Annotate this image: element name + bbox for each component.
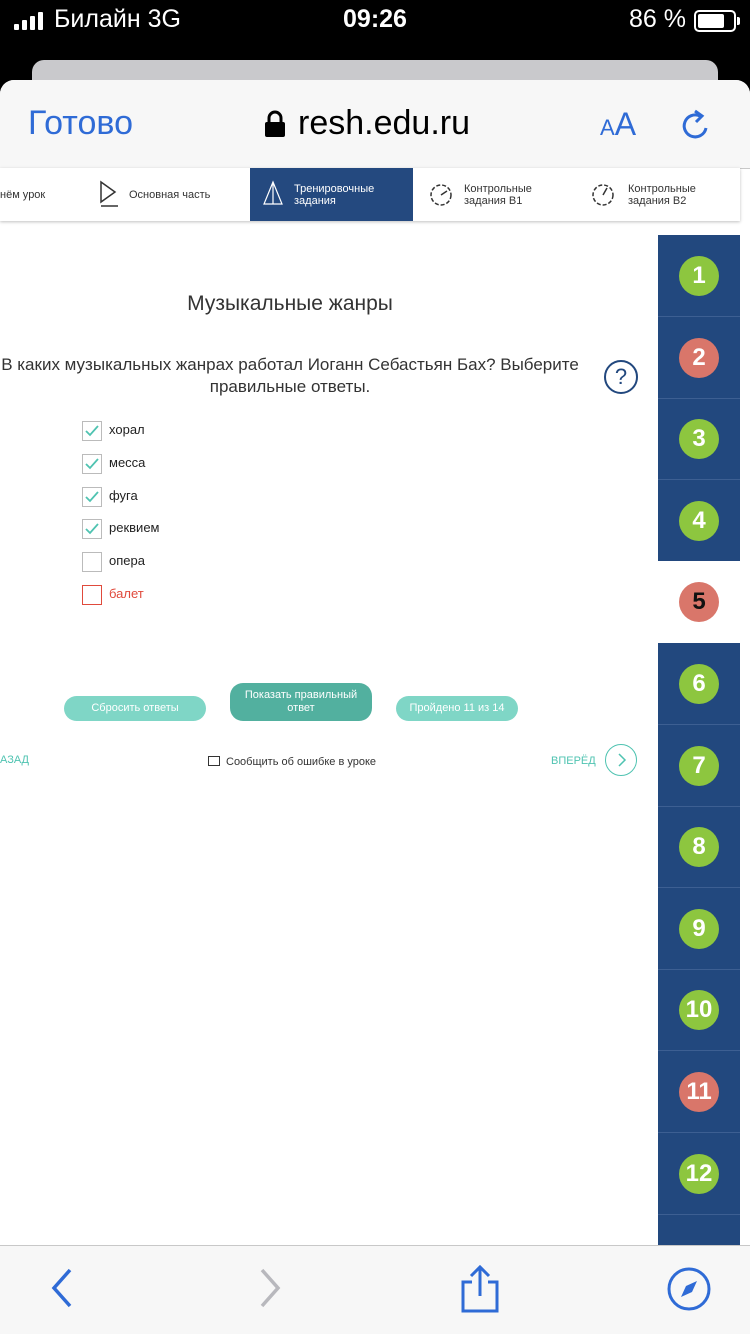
tab-label: Основная часть — [129, 188, 211, 201]
lock-icon — [264, 110, 286, 138]
help-button[interactable]: ? — [604, 360, 638, 394]
answer-label: реквием — [109, 520, 160, 536]
answer-checkbox[interactable] — [82, 487, 102, 507]
stopwatch-icon — [427, 180, 455, 208]
compass-icon[interactable] — [666, 1266, 712, 1312]
report-error-link[interactable] — [208, 755, 376, 768]
done-button[interactable]: Готово — [28, 104, 133, 142]
question-nav-item[interactable] — [658, 643, 740, 725]
tab-label: Контрольные задания В2 — [628, 182, 696, 207]
answer-checkbox[interactable] — [82, 585, 102, 605]
stopwatch-icon — [589, 180, 617, 208]
battery-percent: 86 % — [629, 5, 686, 33]
question-nav-item[interactable] — [658, 235, 740, 317]
tab-main-part[interactable] — [88, 168, 250, 221]
play-icon — [98, 180, 120, 208]
forward-arrow-icon[interactable] — [256, 1264, 286, 1312]
reset-answers-button[interactable]: Сбросить ответы — [64, 696, 206, 721]
tab-label: Контрольные задания В1 — [464, 182, 532, 207]
question-number-badge: 5 — [679, 582, 719, 622]
text-size-button[interactable] — [600, 106, 636, 143]
question-nav-item[interactable] — [658, 1051, 740, 1133]
carrier-label: Билайн 3G — [54, 5, 181, 33]
browser-header — [0, 80, 750, 169]
question-nav-item[interactable] — [658, 806, 740, 888]
checkmark-icon — [84, 522, 100, 536]
status-bar — [0, 0, 750, 44]
answer-label: балет — [109, 586, 144, 601]
report-label: Сообщить об ошибке в уроке — [226, 756, 377, 768]
text-size-small-label: A — [600, 115, 615, 140]
question-nav-item[interactable] — [658, 317, 740, 399]
question-number-badge: 11 — [679, 1072, 719, 1112]
question-number-badge: 8 — [679, 827, 719, 867]
tab-label: Тренировочные задания — [294, 182, 375, 207]
reload-icon[interactable] — [678, 108, 714, 144]
lesson-tabs — [0, 168, 740, 221]
question-number-badge: 9 — [679, 909, 719, 949]
answer-checkbox[interactable] — [82, 519, 102, 539]
browser-toolbar — [0, 1245, 750, 1334]
pyramid-icon — [262, 180, 284, 208]
tab-training[interactable] — [250, 168, 413, 221]
answer-label: опера — [109, 553, 145, 569]
question-number-badge: 6 — [679, 664, 719, 704]
share-icon[interactable] — [458, 1264, 502, 1314]
show-answer-button[interactable]: Показать правильный ответ — [230, 683, 372, 721]
question-nav-item[interactable] — [658, 725, 740, 807]
question-nav-item[interactable] — [658, 888, 740, 970]
question-navigator — [658, 235, 740, 1334]
question-number-badge: 1 — [679, 256, 719, 296]
question-nav-item[interactable] — [658, 480, 740, 562]
back-link[interactable]: АЗАД — [0, 754, 30, 766]
progress-badge: Пройдено 11 из 14 — [396, 696, 518, 721]
back-arrow-icon[interactable] — [46, 1264, 76, 1312]
checkmark-icon — [84, 490, 100, 504]
question-number-badge: 2 — [679, 338, 719, 378]
question-text: В каких музыкальных жанрах работал Иоганн Себастьян Бах? Выберите правильные ответы. — [1, 355, 579, 396]
question-number-badge: 10 — [679, 990, 719, 1030]
tab-label: нём урок — [0, 188, 46, 201]
forward-link[interactable]: ВПЕРЁД — [551, 755, 596, 767]
question-nav-item[interactable] — [658, 1133, 740, 1215]
answer-checkbox[interactable] — [82, 421, 102, 441]
checkmark-icon — [84, 457, 100, 471]
checkmark-icon — [84, 424, 100, 438]
answer-label: хорал — [109, 422, 145, 437]
question-number-badge: 3 — [679, 419, 719, 459]
tab-intro[interactable] — [0, 168, 88, 221]
question-nav-item[interactable] — [658, 561, 740, 643]
question-nav-item[interactable] — [658, 398, 740, 480]
tab-control-b1[interactable] — [413, 168, 577, 221]
question-number-badge: 12 — [679, 1154, 719, 1194]
battery-icon — [694, 10, 736, 32]
url-address[interactable]: resh.edu.ru — [298, 104, 470, 142]
answer-checkbox[interactable] — [82, 552, 102, 572]
answer-checkbox[interactable] — [82, 454, 102, 474]
question-number-badge: 7 — [679, 746, 719, 786]
clock: 09:26 — [343, 5, 407, 33]
question-number-badge: 4 — [679, 501, 719, 541]
task-title: Музыкальные жанры — [187, 292, 393, 315]
browser-sheet — [0, 80, 750, 1334]
answer-label: месса — [109, 454, 146, 470]
tab-control-b2[interactable] — [577, 168, 740, 221]
forward-arrow-icon[interactable] — [605, 744, 637, 776]
question-nav-item[interactable] — [658, 969, 740, 1051]
text-size-large-label: A — [614, 106, 637, 142]
mail-icon — [208, 756, 220, 766]
answer-label: фуга — [109, 487, 138, 503]
